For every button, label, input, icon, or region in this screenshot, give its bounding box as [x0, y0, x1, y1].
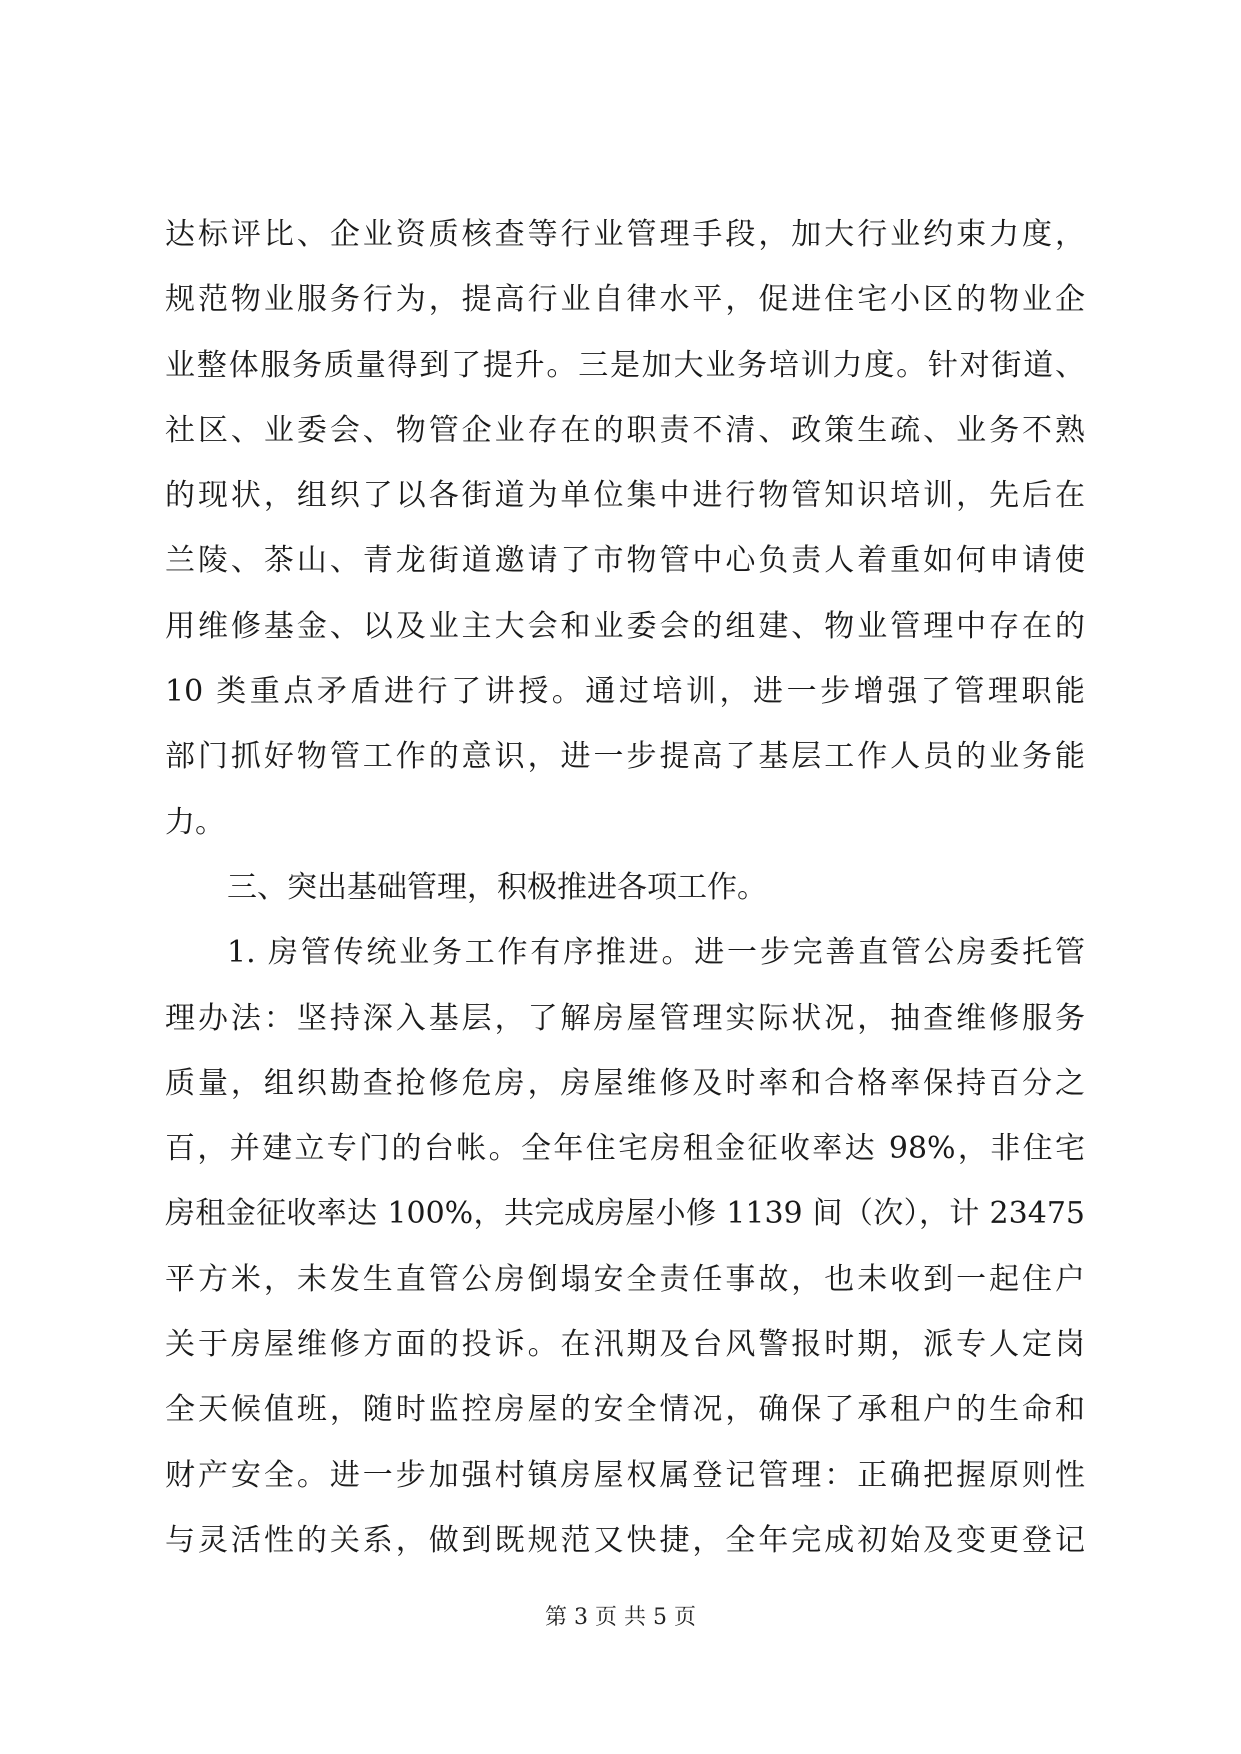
text-line: 的现状，组织了以各街道为单位集中进行物管知识培训，先后在 [165, 478, 1085, 514]
document-body [165, 202, 1085, 1573]
page-number-footer: 第 3 页 共 5 页 [545, 1605, 696, 1630]
text-line: 百，并建立专门的台帐。全年住宅房租金征收率达 98%，非住宅 [165, 1131, 1085, 1167]
text-line: 部门抓好物管工作的意识，进一步提高了基层工作人员的业务能 [165, 739, 1085, 775]
text-line: 10 类重点矛盾进行了讲授。通过培训，进一步增强了管理职能 [165, 674, 1085, 710]
text-line: 用维修基金、以及业主大会和业委会的组建、物业管理中存在的 [165, 608, 1085, 644]
text-line: 理办法：坚持深入基层，了解房屋管理实际状况，抽查维修服务 [165, 1000, 1085, 1036]
text-line: 达标评比、企业资质核查等行业管理手段，加大行业约束力度， [165, 217, 1085, 252]
text-line: 质量，组织勘查抢修危房，房屋维修及时率和合格率保持百分之 [165, 1065, 1085, 1101]
paragraph-first-line: 1. 房管传统业务工作有序推进。进一步完善直管公房委托管 [227, 935, 1085, 971]
text-line: 规范物业服务行为，提高行业自律水平，促进住宅小区的物业企 [165, 282, 1085, 318]
text-line: 全天候值班，随时监控房屋的安全情况，确保了承租户的生命和 [165, 1392, 1085, 1428]
text-line: 关于房屋维修方面的投诉。在汛期及台风警报时期，派专人定岗 [165, 1327, 1085, 1363]
text-line: 与灵活性的关系，做到既规范又快捷，全年完成初始及变更登记 [165, 1522, 1085, 1558]
text-line: 兰陵、茶山、青龙街道邀请了市物管中心负责人着重如何申请使 [165, 543, 1085, 579]
text-line: 业整体服务质量得到了提升。三是加大业务培训力度。针对街道、 [165, 347, 1085, 383]
text-line: 社区、业委会、物管企业存在的职责不清、政策生疏、业务不熟 [165, 412, 1085, 448]
text-line: 房租金征收率达 100%，共完成房屋小修 1139 间（次），计 23475 [165, 1196, 1085, 1232]
text-line: 力。 [165, 804, 225, 840]
section-heading: 三、突出基础管理，积极推进各项工作。 [227, 869, 767, 905]
text-line: 财产安全。进一步加强村镇房屋权属登记管理：正确把握原则性 [165, 1457, 1085, 1493]
text-line: 平方米，未发生直管公房倒塌安全责任事故，也未收到一起住户 [165, 1261, 1085, 1297]
